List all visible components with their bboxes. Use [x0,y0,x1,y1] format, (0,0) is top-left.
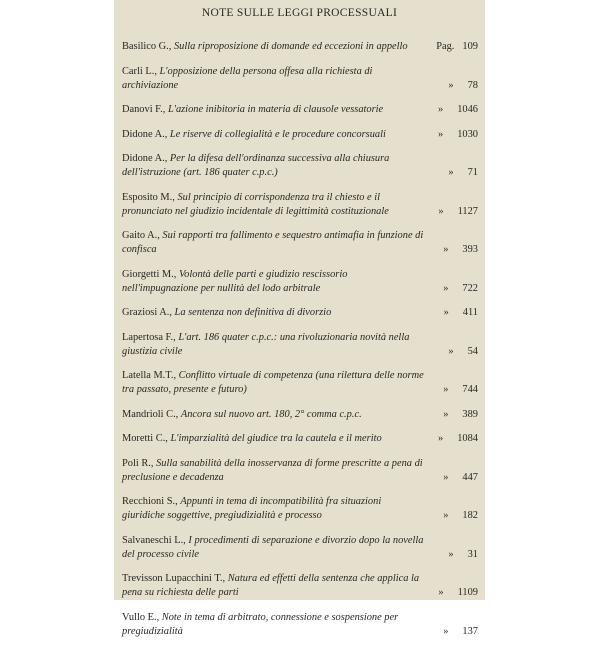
entry-page-number: 1127 [457,205,478,217]
entry-reference [396,345,478,359]
index-entry [122,611,478,639]
entry-text [122,40,426,54]
entry-page-mark: » [443,307,449,318]
entry-author: Danovi F., [122,104,166,115]
entry-work: Sul principio di corrispondenza tra il chiesto e il pronunciato nel giudizio incidentale di legittimità costituzionale [122,191,389,217]
entry-page-number: 389 [462,408,478,420]
entry-page-number: 182 [462,510,478,521]
entry-page-number: 447 [462,471,478,483]
entry-work: Volontà delle parti e giudizio rescissorio nell'impugnazione per nullità del lodo arbitrale [122,268,348,294]
entry-reference [396,625,478,639]
entry-page-number: 137 [462,625,478,637]
entry-page-mark: » [443,510,449,521]
entry-work: L'opposizione della persona offesa alla richiesta di archiviazione [122,65,373,91]
entry-work: Le riserve di collegialità e le procedure concorsuali [169,128,386,140]
entry-author: Poli R., [122,457,154,469]
entry-text [122,65,426,93]
entry-work: Sulla riproposizione di domande ed eccezioni in appello [173,41,408,52]
index-entry [122,369,478,397]
index-entry [122,229,478,257]
entry-text [122,103,426,117]
entry-work: L'imparzialità del giudice tra la cautela e il merito [170,433,382,444]
entry-reference [396,471,478,485]
entry-page-mark: » [438,587,444,598]
entry-author: Recchioni S., [122,496,178,507]
index-entry [122,152,478,180]
entry-text [122,495,426,523]
entry-reference [396,432,478,446]
entry-author: Didone A., [122,153,168,164]
entry-author: Carli L., [122,65,157,77]
entry-text [122,191,426,219]
entry-page-mark: » [438,104,444,115]
entry-page-number: 1084 [457,433,478,444]
entry-author: Lapertosa F., [122,331,176,343]
entry-reference [396,166,478,180]
entry-reference [396,79,478,93]
entry-reference [396,40,478,54]
entry-page-mark: » [448,345,454,357]
entry-reference [396,128,478,142]
entry-reference [396,103,478,117]
entry-text [122,152,426,180]
entry-author: Salvaneschi L., [122,534,186,546]
entry-text [122,457,426,485]
entry-page-mark: » [438,128,444,140]
entry-page-mark: » [438,205,444,217]
entry-reference [396,306,478,320]
entry-author: Latella M.T., [122,370,177,381]
entry-reference [396,509,478,523]
index-entry [122,128,478,142]
entry-work: Ancora sul nuovo art. 180, 2° comma c.p.c. [180,408,362,420]
entry-page-mark: » [448,79,454,91]
entry-page-mark: Pag. [436,41,455,52]
entry-work: Note in tema di arbitrato, connessione e sospensione per pregiudizialità [122,611,399,637]
entry-text [122,268,426,296]
entry-page-mark: » [443,384,449,395]
entry-page-number: 71 [467,167,478,178]
entry-page-number: 1109 [457,587,478,598]
entry-reference [396,243,478,257]
entry-author: Graziosi A., [122,307,172,318]
entry-text [122,306,426,320]
entry-page-number: 393 [462,244,478,255]
entry-text [122,432,426,446]
entry-text [122,572,426,600]
entry-page-mark: » [438,433,444,444]
index-entry [122,457,478,485]
entry-page-number: 31 [467,548,478,560]
entry-author: Mandrioli C., [122,408,179,420]
entry-reference [396,408,478,422]
entry-author: Giorgetti M., [122,268,177,280]
entry-author: Didone A., [122,128,168,140]
entry-text [122,408,426,422]
index-entry [122,65,478,93]
entry-author: Basilico G., [122,41,172,52]
entry-reference [396,383,478,397]
entry-page-mark: » [443,408,449,420]
index-entry [122,331,478,359]
entry-reference [396,282,478,296]
index-entry [122,432,478,446]
entry-work: Appunti in tema di incompatibilità fra situazioni giuridiche soggettive, pregiudizialità e processo [122,496,382,521]
entry-author: Vullo E., [122,611,160,623]
entry-page-mark: » [443,282,449,294]
entry-page-mark: » [443,244,449,255]
index-entry [122,572,478,600]
entry-text [122,611,426,639]
entry-work: Sui rapporti tra fallimento e sequestro antimafia in funzione di confisca [122,230,424,255]
entry-work: L'art. 186 quater c.p.c.: una rivoluzionaria novità nella giustizia civile [122,331,410,357]
index-entry [122,495,478,523]
entry-page-mark: » [443,471,449,483]
entry-author: Trevisson Lupacchini T., [122,573,226,584]
entry-reference [396,205,478,219]
entry-author: Gaito A., [122,230,160,241]
entry-work: Conflitto virtuale di competenza (una rilettura delle norme tra passato, presente e futuro) [122,370,424,395]
entry-text [122,331,426,359]
entry-page-number: 1046 [457,104,478,115]
page-title: NOTE SULLE LEGGI PROCESSUALI [201,7,398,19]
entry-page-number: 78 [467,79,478,91]
entry-reference [396,586,478,600]
entry-page-number: 54 [467,345,478,357]
entry-page-number: 109 [462,41,478,52]
entry-work: La sentenza non definitiva di divorzio [174,307,332,318]
entry-text [122,369,426,397]
entry-page-number: 722 [462,282,478,294]
entry-text [122,229,426,257]
entry-work: I procedimenti di separazione e divorzio dopo la novella del processo civile [122,534,424,560]
entry-page-mark: » [443,625,449,637]
entry-work: Per la difesa dell'ordinanza successiva alla chiusura dell'istruzione (art. 186 quater c.p.c.) [122,153,390,178]
index-entry [122,408,478,422]
entry-page-number: 411 [462,307,478,318]
entry-page-number: 1030 [457,128,478,140]
entry-page-number: 744 [462,384,478,395]
entry-text [122,128,426,142]
index-entries [122,40,478,649]
entry-author: Moretti C., [122,433,168,444]
entry-work: L'azione inibitoria in materia di clausole vessatorie [167,104,384,115]
entry-page-mark: » [448,167,454,178]
index-entry [122,191,478,219]
entry-author: Esposito M., [122,191,175,203]
index-entry [122,268,478,296]
entry-work: Sulla sanabilità della inosservanza di forme prescritte a pena di preclusione e decadenza [122,457,423,483]
entry-page-mark: » [448,548,454,560]
index-entry [122,40,478,54]
entry-work: Natura ed effetti della sentenza che applica la pena su richiesta delle parti [122,573,420,598]
index-entry [122,103,478,117]
entry-reference [396,548,478,562]
index-entry [122,306,478,320]
index-entry [122,534,478,562]
book-page [114,0,485,637]
entry-text [122,534,426,562]
